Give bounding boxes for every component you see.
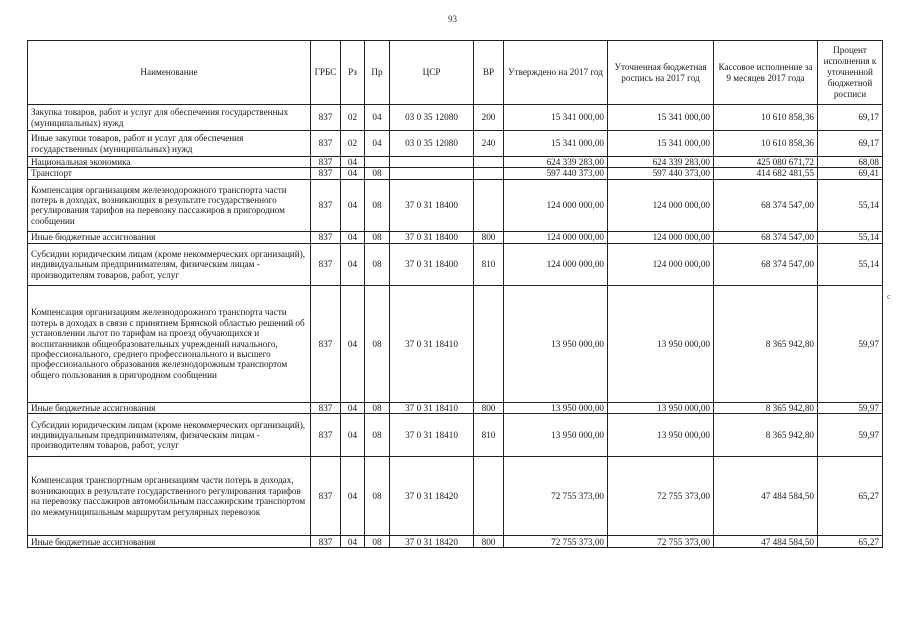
cell-cash: 68 374 547,00 [714, 179, 818, 231]
budget-table [27, 40, 883, 548]
cell-csr: 37 0 31 18410 [390, 285, 474, 402]
cell-name: Национальная экономика [28, 157, 311, 168]
table-row [28, 131, 883, 157]
cell-grbs: 837 [311, 179, 341, 231]
cell-vr: 810 [474, 414, 504, 457]
cell-cash: 8 365 942,80 [714, 285, 818, 402]
cell-refined: 124 000 000,00 [608, 243, 714, 285]
cell-grbs: 837 [311, 457, 341, 536]
cell-csr: 37 0 31 18400 [390, 231, 474, 243]
cell-cash: 10 610 858,36 [714, 131, 818, 157]
cell-pr: 04 [365, 131, 390, 157]
cell-name: Субсидии юридическим лицам (кроме некоммерческих организаций), индивидуальным предпринимателям, физическим лицам - производителям товаров, работ, услуг [28, 243, 311, 285]
cell-pr: 04 [365, 105, 390, 131]
cell-cash: 10 610 858,36 [714, 105, 818, 131]
cell-approved: 72 755 373,00 [504, 536, 608, 548]
cell-name: Субсидии юридическим лицам (кроме некоммерческих организаций), индивидуальным предпринимателям, физическим лицам - производителям товаров, работ, услуг [28, 414, 311, 457]
header-grbs: ГРБС [311, 41, 341, 105]
cell-csr: 37 0 31 18420 [390, 457, 474, 536]
cell-rz: 02 [341, 131, 365, 157]
cell-approved: 15 341 000,00 [504, 105, 608, 131]
cell-approved: 13 950 000,00 [504, 414, 608, 457]
cell-percent: 69,17 [818, 105, 883, 131]
cell-vr: 200 [474, 105, 504, 131]
cell-refined: 124 000 000,00 [608, 179, 714, 231]
cell-pr: 08 [365, 179, 390, 231]
cell-percent: 65,27 [818, 536, 883, 548]
cell-grbs: 837 [311, 231, 341, 243]
header-cash: Кассовое исполнение за 9 месяцев 2017 года [714, 41, 818, 105]
cell-name: Закупка товаров, работ и услуг для обеспечения государственных (муниципальных) нужд [28, 105, 311, 131]
cell-rz: 02 [341, 105, 365, 131]
cell-vr: 800 [474, 231, 504, 243]
cell-csr: 03 0 35 12080 [390, 131, 474, 157]
cell-vr [474, 285, 504, 402]
cell-pr [365, 157, 390, 168]
cell-cash: 68 374 547,00 [714, 243, 818, 285]
cell-rz: 04 [341, 536, 365, 548]
table-row [28, 243, 883, 285]
cell-rz: 04 [341, 243, 365, 285]
cell-grbs: 837 [311, 414, 341, 457]
header-pr: Пр [365, 41, 390, 105]
table-row [28, 457, 883, 536]
cell-grbs: 837 [311, 243, 341, 285]
cell-approved: 124 000 000,00 [504, 231, 608, 243]
table-row [28, 105, 883, 131]
cell-rz: 04 [341, 179, 365, 231]
cell-vr: 810 [474, 243, 504, 285]
cell-percent: 59,97 [818, 414, 883, 457]
header-approved: Утверждено на 2017 год [504, 41, 608, 105]
cell-name: Иные бюджетные ассигнования [28, 402, 311, 413]
cell-approved: 124 000 000,00 [504, 243, 608, 285]
cell-rz: 04 [341, 157, 365, 168]
cell-pr: 08 [365, 168, 390, 179]
cell-rz: 04 [341, 168, 365, 179]
cell-vr [474, 457, 504, 536]
cell-name: Иные бюджетные ассигнования [28, 231, 311, 243]
cell-refined: 624 339 283,00 [608, 157, 714, 168]
cell-name: Иные бюджетные ассигнования [28, 536, 311, 548]
cell-refined: 13 950 000,00 [608, 402, 714, 413]
cell-csr [390, 168, 474, 179]
cell-grbs: 837 [311, 168, 341, 179]
cell-csr: 37 0 31 18410 [390, 414, 474, 457]
cell-csr: 37 0 31 18400 [390, 243, 474, 285]
cell-cash: 47 484 584,50 [714, 536, 818, 548]
cell-percent: 68,08 [818, 157, 883, 168]
cell-vr [474, 168, 504, 179]
cell-cash: 425 080 671,72 [714, 157, 818, 168]
cell-grbs: 837 [311, 536, 341, 548]
cell-pr: 08 [365, 243, 390, 285]
cell-name: Транспорт [28, 168, 311, 179]
table-row [28, 168, 883, 179]
cell-vr: 800 [474, 536, 504, 548]
cell-csr [390, 157, 474, 168]
table-row [28, 179, 883, 231]
cell-name: Иные закупки товаров, работ и услуг для обеспечения государственных (муниципальных) нужд [28, 131, 311, 157]
cell-percent: 69,41 [818, 168, 883, 179]
header-vr: ВР [474, 41, 504, 105]
cell-refined: 72 755 373,00 [608, 536, 714, 548]
cell-name: Компенсация организациям железнодорожного транспорта части потерь в доходах, возникающих в результате государственного регулирования тарифов на перевозку пассажиров в пригородном сообщении [28, 179, 311, 231]
table-row [28, 157, 883, 168]
cell-rz: 04 [341, 285, 365, 402]
cell-grbs: 837 [311, 402, 341, 413]
table-row [28, 414, 883, 457]
cell-vr: 240 [474, 131, 504, 157]
cell-approved: 597 440 373,00 [504, 168, 608, 179]
cell-rz: 04 [341, 402, 365, 413]
cell-percent: 59,97 [818, 402, 883, 413]
cell-rz: 04 [341, 457, 365, 536]
table-body [28, 105, 883, 548]
cell-rz: 04 [341, 414, 365, 457]
cell-approved: 72 755 373,00 [504, 457, 608, 536]
table-row [28, 402, 883, 413]
cell-vr [474, 157, 504, 168]
cell-approved: 13 950 000,00 [504, 285, 608, 402]
cell-refined: 15 341 000,00 [608, 131, 714, 157]
cell-csr: 37 0 31 18410 [390, 402, 474, 413]
cell-percent: 55,14 [818, 231, 883, 243]
table-row [28, 231, 883, 243]
cell-name: Компенсация организациям железнодорожного транспорта части потерь в доходах в связи с принятием Брянской областью решений об установлении льгот по тарифам на проезд обучающихся и воспитанников общеобразовательных учреждений начального, профессионального, среднего профессионального и высшего профессионального образования железнодорожным транспортом общего пользования в пригородном сообщении [28, 285, 311, 402]
cell-cash: 47 484 584,50 [714, 457, 818, 536]
header-percent: Процент исполнения к уточненной бюджетной росписи [818, 41, 883, 105]
cell-pr: 08 [365, 402, 390, 413]
header-name: Наименование [28, 41, 311, 105]
cell-cash: 8 365 942,80 [714, 414, 818, 457]
cell-percent: 65,27 [818, 457, 883, 536]
cell-csr: 03 0 35 12080 [390, 105, 474, 131]
cell-percent: 69,17 [818, 131, 883, 157]
cell-refined: 15 341 000,00 [608, 105, 714, 131]
header-rz: Рз [341, 41, 365, 105]
cell-vr: 800 [474, 402, 504, 413]
cell-approved: 124 000 000,00 [504, 179, 608, 231]
cell-cash: 8 365 942,80 [714, 402, 818, 413]
table-header-row [28, 41, 883, 105]
header-csr: ЦСР [390, 41, 474, 105]
cell-grbs: 837 [311, 285, 341, 402]
cell-refined: 597 440 373,00 [608, 168, 714, 179]
cell-approved: 15 341 000,00 [504, 131, 608, 157]
cell-approved: 624 339 283,00 [504, 157, 608, 168]
cell-grbs: 837 [311, 157, 341, 168]
cell-percent: 59,97 [818, 285, 883, 402]
cell-grbs: 837 [311, 131, 341, 157]
cell-pr: 08 [365, 231, 390, 243]
header-refined: Уточненная бюджетная роспись на 2017 год [608, 41, 714, 105]
cell-pr: 08 [365, 536, 390, 548]
cell-name: Компенсация транспортным организациям части потерь в доходах, возникающих в результате государственного регулирования тарифов на перевозку пассажиров автомобильным пассажирским транспортом по межмуниципальным маршрутам регулярных перевозок [28, 457, 311, 536]
cell-pr: 08 [365, 457, 390, 536]
cell-grbs: 837 [311, 105, 341, 131]
cell-cash: 68 374 547,00 [714, 231, 818, 243]
cell-refined: 124 000 000,00 [608, 231, 714, 243]
cell-csr: 37 0 31 18400 [390, 179, 474, 231]
table-row [28, 285, 883, 402]
cell-rz: 04 [341, 231, 365, 243]
cell-refined: 13 950 000,00 [608, 414, 714, 457]
cell-percent: 55,14 [818, 179, 883, 231]
cell-refined: 72 755 373,00 [608, 457, 714, 536]
cell-cash: 414 682 481,55 [714, 168, 818, 179]
cell-vr [474, 179, 504, 231]
cell-pr: 08 [365, 285, 390, 402]
cell-refined: 13 950 000,00 [608, 285, 714, 402]
cell-approved: 13 950 000,00 [504, 402, 608, 413]
cell-csr: 37 0 31 18420 [390, 536, 474, 548]
cell-percent: 55,14 [818, 243, 883, 285]
cell-pr: 08 [365, 414, 390, 457]
table-row [28, 536, 883, 548]
margin-mark: c [887, 292, 891, 301]
page-number: 93 [448, 14, 457, 24]
